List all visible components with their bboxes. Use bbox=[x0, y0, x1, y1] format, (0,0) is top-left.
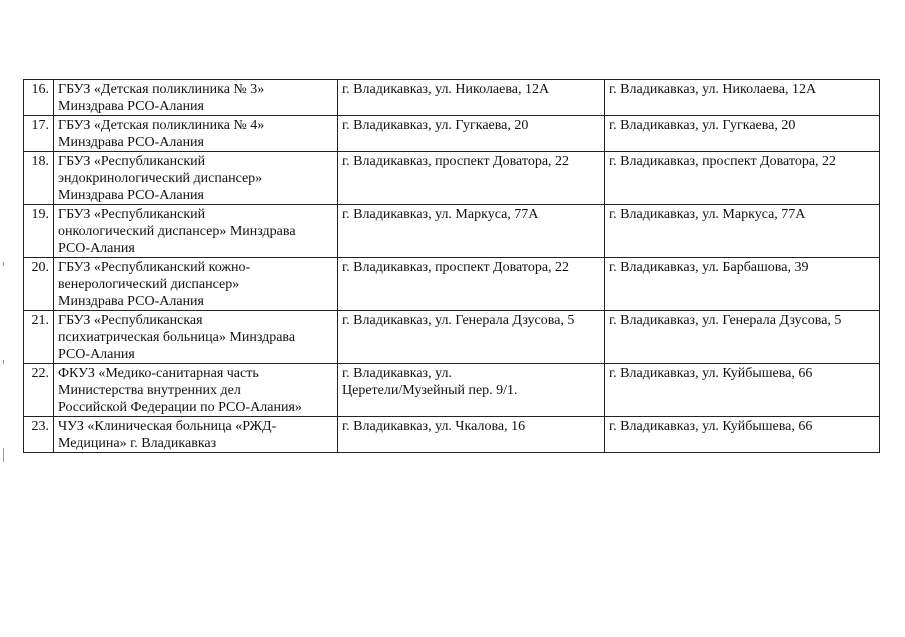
institution-name-line: ГБУЗ «Республиканский bbox=[58, 207, 206, 222]
legal-address-line: г. Владикавказ, ул. Чкалова, 16 bbox=[342, 419, 526, 434]
legal-address bbox=[338, 417, 605, 453]
institution-name-line: ГБУЗ «Республиканский bbox=[58, 154, 206, 169]
institutions-table bbox=[23, 79, 880, 453]
table-row bbox=[24, 258, 880, 311]
institution-name-line: ЧУЗ «Клиническая больница «РЖД- bbox=[58, 419, 277, 434]
table-body bbox=[24, 80, 880, 453]
actual-address bbox=[605, 417, 880, 453]
institution-name-line: венерологический диспансер» bbox=[58, 277, 240, 292]
actual-address bbox=[605, 311, 880, 364]
legal-address bbox=[338, 152, 605, 205]
actual-address bbox=[605, 152, 880, 205]
institution-name-line: ФКУЗ «Медико-санитарная часть bbox=[58, 366, 259, 381]
row-number: 20. bbox=[24, 258, 54, 311]
institution-name-line: ГБУЗ «Детская поликлиника № 4» bbox=[58, 118, 265, 133]
legal-address bbox=[338, 364, 605, 417]
legal-address-line: г. Владикавказ, проспект Доватора, 22 bbox=[342, 260, 570, 275]
legal-address-line: г. Владикавказ, ул. bbox=[342, 366, 452, 381]
institution-name bbox=[54, 364, 338, 417]
actual-address-line: г. Владикавказ, ул. Гугкаева, 20 bbox=[609, 118, 796, 133]
table-row bbox=[24, 417, 880, 453]
scan-artifact bbox=[3, 262, 4, 266]
table-row bbox=[24, 364, 880, 417]
actual-address bbox=[605, 116, 880, 152]
institution-name bbox=[54, 417, 338, 453]
actual-address-line: г. Владикавказ, проспект Доватора, 22 bbox=[609, 154, 837, 169]
institution-name-line: Минздрава РСО-Алания bbox=[58, 294, 204, 309]
institution-name-line: РСО-Алания bbox=[58, 241, 135, 256]
actual-address-line: г. Владикавказ, ул. Барбашова, 39 bbox=[609, 260, 809, 275]
legal-address bbox=[338, 311, 605, 364]
institution-name bbox=[54, 205, 338, 258]
institution-name-line: психиатрическая больница» Минздрава bbox=[58, 330, 296, 345]
scan-artifact bbox=[3, 360, 4, 364]
institution-name-line: ГБУЗ «Детская поликлиника № 3» bbox=[58, 82, 265, 97]
table-row bbox=[24, 205, 880, 258]
legal-address-line: г. Владикавказ, ул. Генерала Дзусова, 5 bbox=[342, 313, 575, 328]
institution-name-line: Министерства внутренних дел bbox=[58, 383, 241, 398]
institution-name-line: Медицина» г. Владикавказ bbox=[58, 436, 217, 451]
actual-address bbox=[605, 205, 880, 258]
institution-name-line: ГБУЗ «Республиканская bbox=[58, 313, 203, 328]
row-number: 23. bbox=[24, 417, 54, 453]
institution-name-line: Минздрава РСО-Алания bbox=[58, 188, 204, 203]
actual-address bbox=[605, 80, 880, 116]
actual-address-line: г. Владикавказ, ул. Маркуса, 77А bbox=[609, 207, 806, 222]
table-row bbox=[24, 80, 880, 116]
legal-address bbox=[338, 80, 605, 116]
actual-address-line: г. Владикавказ, ул. Куйбышева, 66 bbox=[609, 419, 813, 434]
institution-name-line: РСО-Алания bbox=[58, 347, 135, 362]
actual-address-line: г. Владикавказ, ул. Куйбышева, 66 bbox=[609, 366, 813, 381]
scan-artifact bbox=[3, 448, 4, 462]
legal-address bbox=[338, 258, 605, 311]
institution-name-line: Российской Федерации по РСО-Алания» bbox=[58, 400, 302, 415]
row-number: 21. bbox=[24, 311, 54, 364]
institution-name bbox=[54, 80, 338, 116]
actual-address-line: г. Владикавказ, ул. Николаева, 12А bbox=[609, 82, 817, 97]
table-row bbox=[24, 311, 880, 364]
institution-name bbox=[54, 152, 338, 205]
actual-address bbox=[605, 364, 880, 417]
legal-address-line: г. Владикавказ, ул. Гугкаева, 20 bbox=[342, 118, 529, 133]
institution-name bbox=[54, 258, 338, 311]
institution-name-line: Минздрава РСО-Алания bbox=[58, 99, 204, 114]
row-number: 22. bbox=[24, 364, 54, 417]
table-row bbox=[24, 152, 880, 205]
legal-address-line: Церетели/Музейный пер. 9/1. bbox=[342, 383, 518, 398]
row-number: 16. bbox=[24, 80, 54, 116]
table-row bbox=[24, 116, 880, 152]
institution-name-line: онкологический диспансер» Минздрава bbox=[58, 224, 296, 239]
row-number: 17. bbox=[24, 116, 54, 152]
row-number: 19. bbox=[24, 205, 54, 258]
legal-address bbox=[338, 205, 605, 258]
row-number: 18. bbox=[24, 152, 54, 205]
institution-name-line: ГБУЗ «Республиканский кожно- bbox=[58, 260, 251, 275]
actual-address bbox=[605, 258, 880, 311]
institution-name-line: Минздрава РСО-Алания bbox=[58, 135, 204, 150]
institution-name bbox=[54, 311, 338, 364]
legal-address-line: г. Владикавказ, проспект Доватора, 22 bbox=[342, 154, 570, 169]
actual-address-line: г. Владикавказ, ул. Генерала Дзусова, 5 bbox=[609, 313, 842, 328]
institution-name-line: эндокринологический диспансер» bbox=[58, 171, 263, 186]
legal-address-line: г. Владикавказ, ул. Маркуса, 77А bbox=[342, 207, 539, 222]
legal-address-line: г. Владикавказ, ул. Николаева, 12А bbox=[342, 82, 550, 97]
legal-address bbox=[338, 116, 605, 152]
institution-name bbox=[54, 116, 338, 152]
